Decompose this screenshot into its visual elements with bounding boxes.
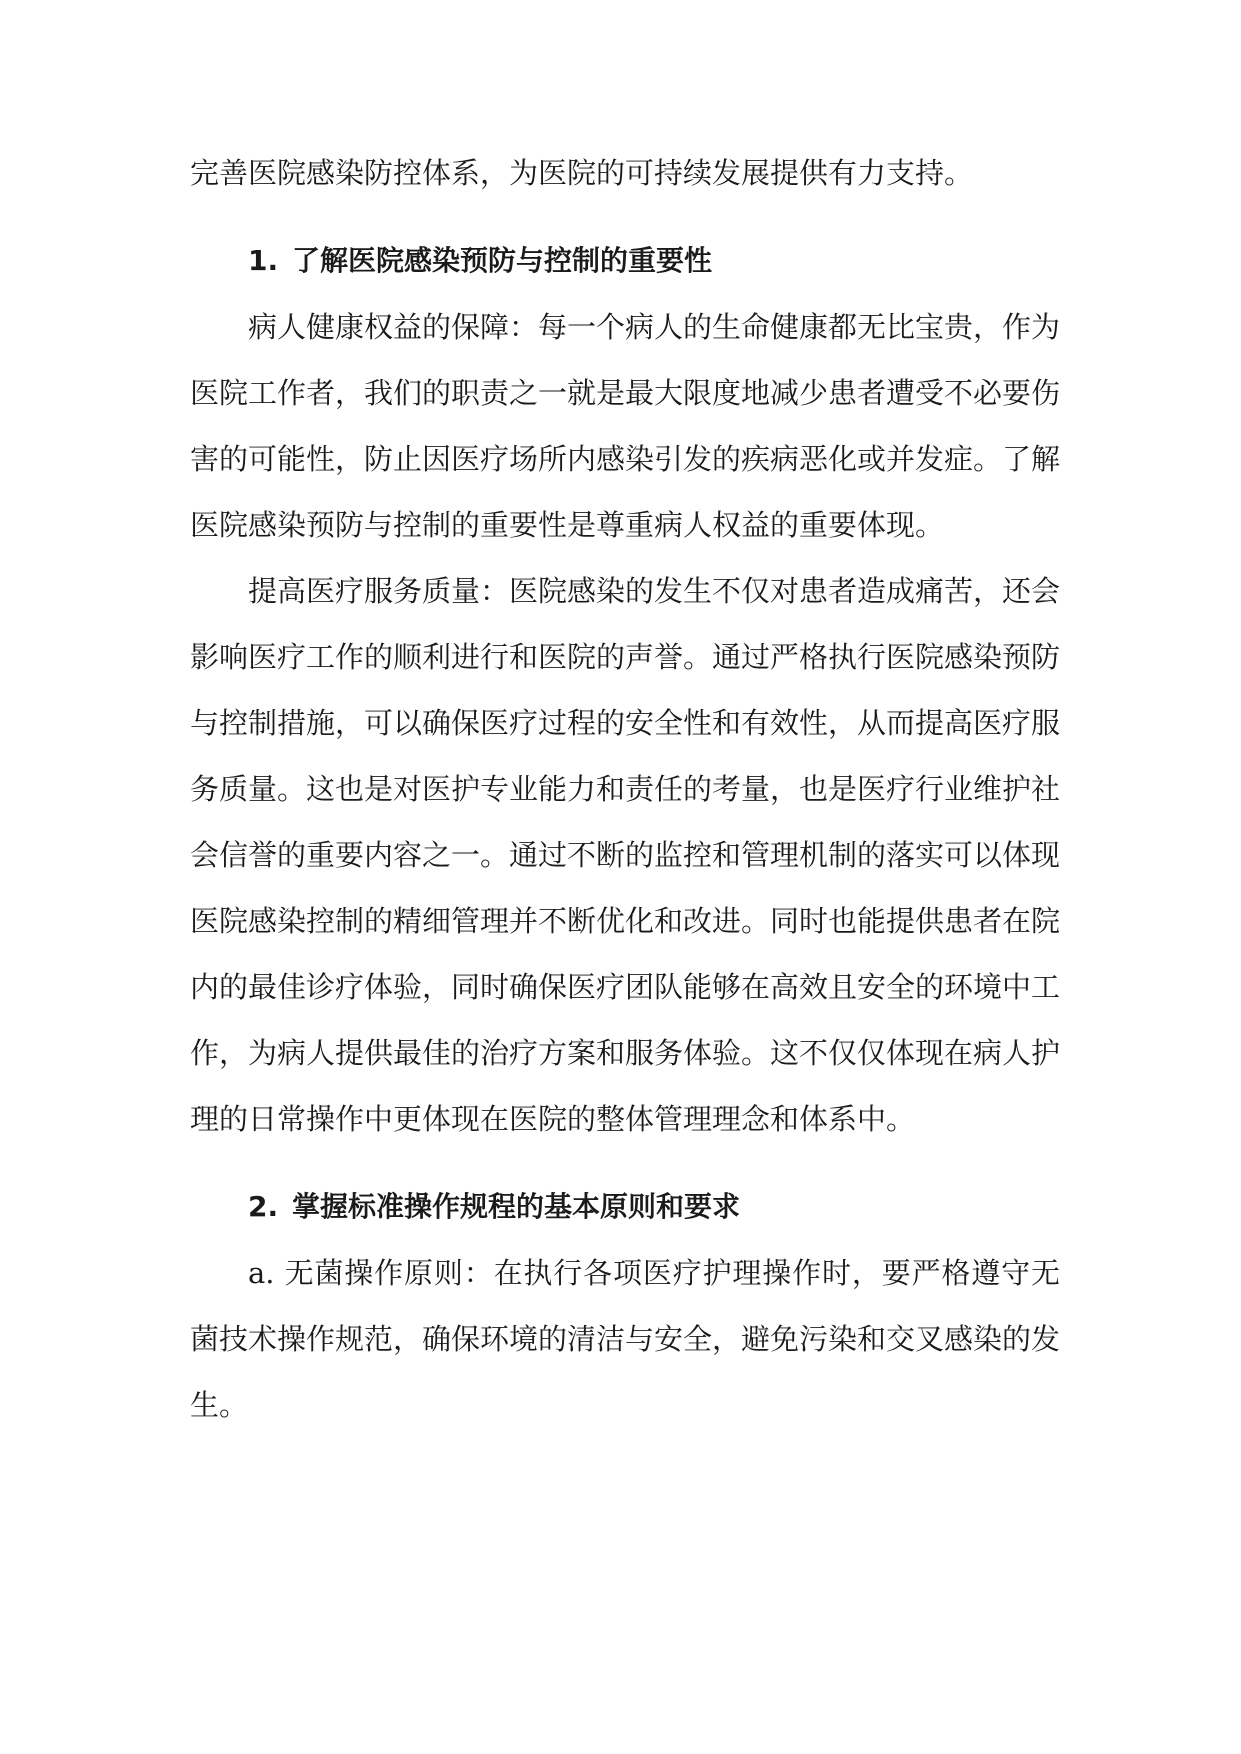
section-1-title: 了解医院感染预防与控制的重要性	[292, 244, 713, 277]
section-2-paragraph-1: a. 无菌操作原则：在执行各项医疗护理操作时，要严格遵守无菌技术操作规范，确保环境的清洁与安全，避免污染和交叉感染的发生。	[190, 1256, 1061, 1422]
intro-paragraph: 完善医院感染防控体系，为医院的可持续发展提供有力支持。	[190, 156, 974, 190]
section-1-number: 1.	[248, 244, 279, 277]
section-1-paragraph-1: 病人健康权益的保障：每一个病人的生命健康都无比宝贵，作为医院工作者，我们的职责之一就是最大限度地减少患者遭受不必要伤害的可能性，防止因医疗场所内感染引发的疾病恶化或并发症。了解医院感染预防与控制的重要性是尊重病人权益的重要体现。	[190, 310, 1061, 542]
section-2-heading	[190, 1174, 1060, 1240]
document-body	[190, 140, 1060, 1438]
section-1-paragraph-2: 提高医疗服务质量：医院感染的发生不仅对患者造成痛苦，还会影响医疗工作的顺利进行和医院的声誉。通过严格执行医院感染预防与控制措施，可以确保医疗过程的安全性和有效性，从而提高医疗服务质量。这也是对医护专业能力和责任的考量，也是医疗行业维护社会信誉的重要内容之一。通过不断的监控和管理机制的落实可以体现医院感染控制的精细管理并不断优化和改进。同时也能提供患者在院内的最佳诊疗体验，同时确保医疗团队能够在高效且安全的环境中工作，为病人提供最佳的治疗方案和服务体验。这不仅仅体现在病人护理的日常操作中更体现在医院的整体管理理念和体系中。	[190, 574, 1061, 1136]
section-2-title: 掌握标准操作规程的基本原则和要求	[292, 1190, 741, 1223]
section-2-number: 2.	[248, 1190, 279, 1223]
section-1-heading	[190, 228, 1060, 294]
